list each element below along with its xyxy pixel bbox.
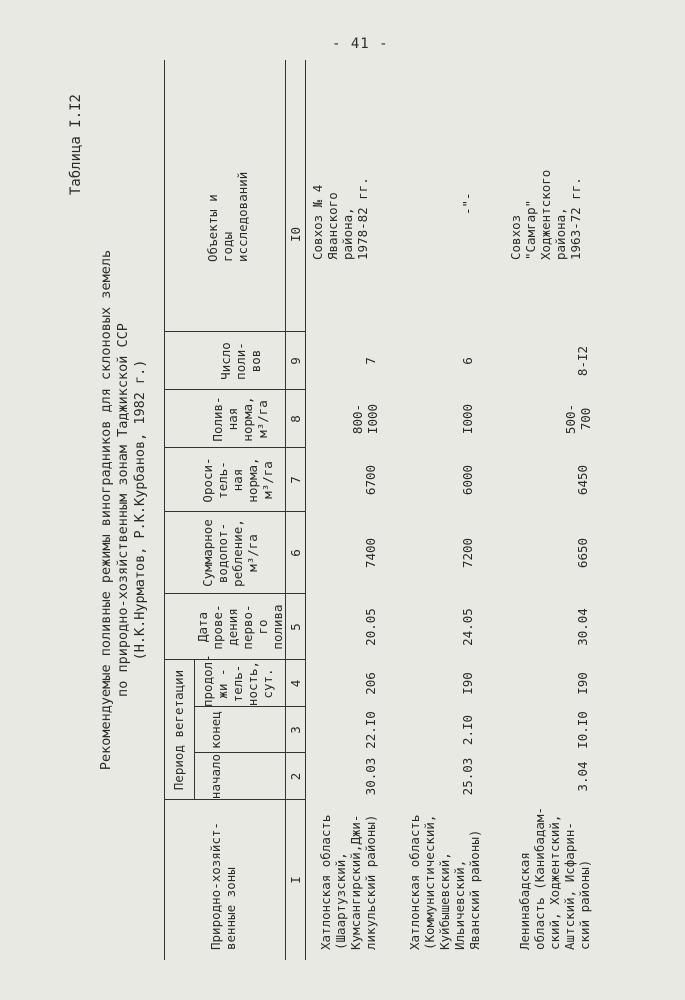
header-duration: продол- жи - тель- ность, сут. <box>200 654 275 707</box>
row1-irrigation-norm: 6700 <box>363 464 378 496</box>
row1-objects: Совхоз № 4 Яванского района, 1978-82 гг. <box>310 177 370 260</box>
colnum-10: I0 <box>288 226 303 242</box>
row1-start: 30.03 <box>363 757 378 796</box>
header-total-water: Суммарное водопот- ребление, м³/га <box>200 519 260 587</box>
row2-total-water: 7200 <box>460 537 475 569</box>
row3-watering-norm: 500- 700 <box>563 403 593 435</box>
colnum-7: 7 <box>288 476 303 484</box>
header-objects: Объекты и годы исследований <box>205 171 250 262</box>
page-number: - 41 - <box>332 36 389 52</box>
row2-objects: -"- <box>460 192 475 215</box>
header-start: начало <box>208 753 223 800</box>
row3-objects: Совхоз "Самгар" Ходжентского района, 1963-72 гг. <box>508 169 583 260</box>
header-end: конец <box>208 711 223 749</box>
row3-count: 8-I2 <box>575 345 590 377</box>
colnum-bottom-line <box>305 60 306 960</box>
colnum-8: 8 <box>288 415 303 423</box>
title-line-3: (Н.К.Нурматов, Р.К.Курбанов, 1982 г.) <box>132 359 148 661</box>
header-irrigation-norm: Ороси- тель- ная норма, м³/га <box>200 457 275 503</box>
row3-irrigation-norm: 6450 <box>575 464 590 496</box>
row1-duration: 206 <box>363 672 378 695</box>
row2-duration: I90 <box>460 672 475 695</box>
row2-end: 2.I0 <box>460 714 475 746</box>
row1-total-water: 7400 <box>363 537 378 569</box>
header-first-irrigation: Дата прове- дения перво- го полива <box>195 604 285 650</box>
row2-start: 25.03 <box>460 757 475 796</box>
colnum-1: I <box>288 876 303 884</box>
row1-zone: Хатлонская область (Шаартузский, Кумсангирский,Джи- ликульский районы) <box>318 814 378 950</box>
colnum-3: 3 <box>288 726 303 734</box>
colnum-9: 9 <box>288 357 303 365</box>
header-veg-period: Период вегетации <box>171 669 186 791</box>
colnum-4: 4 <box>288 679 303 688</box>
table-top-line <box>164 60 165 960</box>
colnum-2: 2 <box>288 772 303 781</box>
row3-total-water: 6650 <box>575 537 590 569</box>
header-bottom-line <box>285 60 286 960</box>
veg-period-divider <box>194 660 195 800</box>
row3-start: 3.04 <box>575 761 590 792</box>
header-count: Число поли- вов <box>218 342 263 380</box>
header-zone: Природно-хозяйст- венные зоны <box>208 822 238 950</box>
row2-watering-norm: I000 <box>460 403 475 435</box>
row2-first-irrigation: 24.05 <box>460 608 475 646</box>
irrigation-table <box>60 60 620 960</box>
title-line-1: Рекомендуемые поливные режимы виноградников для склоновых земель <box>98 249 114 771</box>
row3-first-irrigation: 30.04 <box>575 608 590 646</box>
row1-first-irrigation: 20.05 <box>363 608 378 646</box>
row2-count: 6 <box>460 357 475 365</box>
title-line-2: по природно-хозяйственным зонам Таджикской ССР <box>115 323 131 697</box>
header-watering-norm: Полив- ная норма, м³/га <box>210 396 270 442</box>
row1-watering-norm: 800- I000 <box>350 403 380 435</box>
colnum-5: 5 <box>288 623 303 631</box>
row3-zone: Ленинабадская область (Канибадам- ский, Ходжентский, Аштский, Исфарин- ский районы) <box>517 807 592 950</box>
row3-duration: I90 <box>575 672 590 695</box>
row1-end: 22.I0 <box>363 711 378 749</box>
row2-irrigation-norm: 6000 <box>460 464 475 496</box>
colnum-6: 6 <box>288 549 303 557</box>
row1-count: 7 <box>363 357 378 365</box>
table-label: Таблица I.I2 <box>68 94 84 196</box>
row2-zone: Хатлонская область (Коммунистический, Куйбышевский, Ильичевский, Яванский районы) <box>407 814 482 950</box>
row3-end: I0.I0 <box>575 711 590 749</box>
rotated-table-page <box>60 60 620 960</box>
